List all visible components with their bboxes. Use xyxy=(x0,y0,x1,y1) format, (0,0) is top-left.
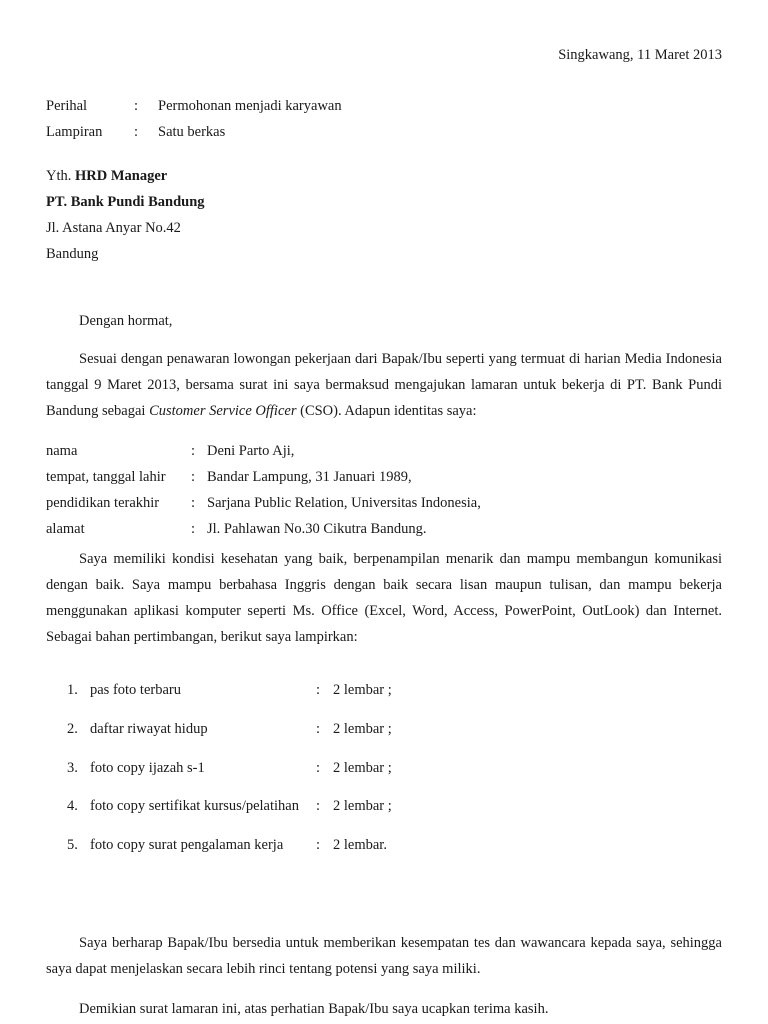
attachment-number: 2. xyxy=(67,721,78,737)
attachment-item-colon: : xyxy=(316,760,321,776)
identity-label: tempat, tanggal lahir xyxy=(46,469,166,485)
attachment-item-value: 2 lembar. xyxy=(333,837,387,853)
subject-value: Permohonan menjadi karyawan xyxy=(158,98,342,114)
intro-paragraph xyxy=(46,346,722,424)
attachment-label: Lampiran xyxy=(46,124,103,140)
recipient-street: Jl. Astana Anyar No.42 xyxy=(46,220,181,236)
identity-value: Sarjana Public Relation, Universitas Indonesia, xyxy=(207,495,481,511)
closing-paragraph: Demikian surat lamaran ini, atas perhatian Bapak/Ibu saya ucapkan terima kasih. xyxy=(79,1001,549,1017)
recipient-line xyxy=(46,163,167,189)
greeting: Dengan hormat, xyxy=(79,313,173,329)
attachment-item-value: 2 lembar ; xyxy=(333,760,392,776)
identity-colon: : xyxy=(191,443,196,459)
identity-label: nama xyxy=(46,443,78,459)
attachment-item-label: foto copy ijazah s-1 xyxy=(90,760,205,776)
recipient-salutation: Yth. xyxy=(46,168,72,184)
attachment-number: 5. xyxy=(67,837,78,853)
attachment-item-value: 2 lembar ; xyxy=(333,798,392,814)
identity-colon: : xyxy=(191,469,196,485)
recipient-city: Bandung xyxy=(46,246,99,262)
attachment-item-value: 2 lembar ; xyxy=(333,721,392,737)
identity-colon: : xyxy=(191,521,196,537)
attachment-value: Satu berkas xyxy=(158,124,226,140)
attachment-item-colon: : xyxy=(316,721,321,737)
recipient-company: PT. Bank Pundi Bandung xyxy=(46,194,205,210)
attachment-item-label: pas foto terbaru xyxy=(90,682,181,698)
subject-label: Perihal xyxy=(46,98,88,114)
attachment-number: 4. xyxy=(67,798,78,814)
attachment-item-label: foto copy sertifikat kursus/pelatihan xyxy=(90,798,299,814)
identity-value: Deni Parto Aji, xyxy=(207,443,295,459)
attachment-item-label: daftar riwayat hidup xyxy=(90,721,208,737)
letter-date: Singkawang, 11 Maret 2013 xyxy=(558,47,722,63)
identity-label: pendidikan terakhir xyxy=(46,495,160,511)
subject-colon: : xyxy=(134,98,139,114)
intro-text-before: Sesuai dengan penawaran lowongan pekerjaan dari Bapak/Ibu seperti yang termuat di harian Media Indonesia tanggal 9 Maret 2013, bersama surat ini saya bermaksud mengajukan lamaran untuk bekerja di PT. Bank Pundi Bandung sebagai xyxy=(46,351,722,419)
attachment-colon: : xyxy=(134,124,139,140)
attachment-number: 3. xyxy=(67,760,78,776)
recipient-title: HRD Manager xyxy=(75,168,168,184)
identity-value: Jl. Pahlawan No.30 Cikutra Bandung. xyxy=(207,521,427,537)
identity-label: alamat xyxy=(46,521,85,537)
attachment-item-label: foto copy surat pengalaman kerja xyxy=(90,837,284,853)
identity-value: Bandar Lampung, 31 Januari 1989, xyxy=(207,469,412,485)
intro-text-after: (CSO). Adapun identitas saya: xyxy=(296,403,477,419)
attachment-number: 1. xyxy=(67,682,78,698)
identity-colon: : xyxy=(191,495,196,511)
intro-position: Customer Service Officer xyxy=(149,403,297,419)
skills-paragraph: Saya memiliki kondisi kesehatan yang baik, berpenampilan menarik dan mampu membangun komunikasi dengan baik. Saya mampu berbahasa Inggris dengan baik secara lisan maupun tulisan, dan mampu bekerja menggunakan aplikasi komputer seperti Ms. Office (Excel, Word, Access, PowerPoint, OutLook) dan Internet. Sebagai bahan pertimbangan, berikut saya lampirkan: xyxy=(46,551,722,645)
attachment-item-colon: : xyxy=(316,837,321,853)
hope-paragraph: Saya berharap Bapak/Ibu bersedia untuk memberikan kesempatan tes dan wawancara kepada saya, sehingga saya dapat menjelaskan secara lebih rinci tentang potensi yang saya miliki. xyxy=(46,935,722,977)
attachment-item-value: 2 lembar ; xyxy=(333,682,392,698)
attachment-item-colon: : xyxy=(316,798,321,814)
attachment-item-colon: : xyxy=(316,682,321,698)
